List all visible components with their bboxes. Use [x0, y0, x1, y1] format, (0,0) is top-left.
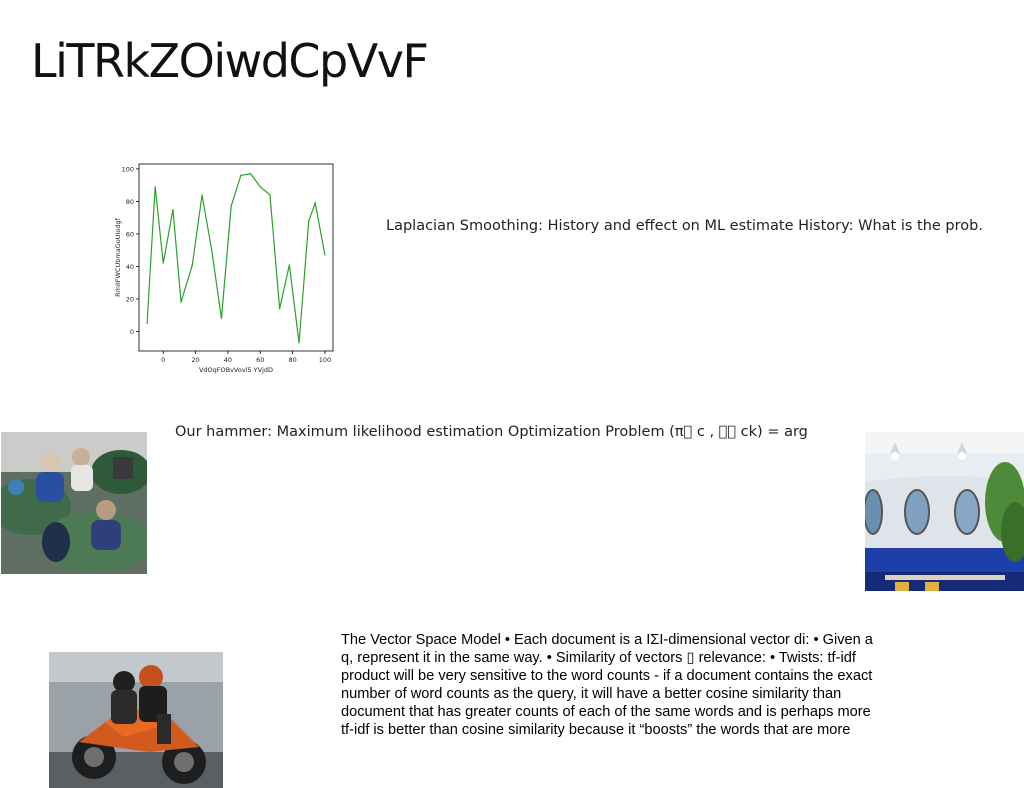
data-point — [231, 206, 232, 207]
x-tick-label: 80 — [288, 356, 297, 364]
paragraph-line: tf-idf is better than cosine similarity because it “boosts” the words that are more — [341, 722, 851, 738]
blue-diner-interior-photo — [865, 432, 1024, 591]
x-tick-label: 20 — [191, 356, 200, 364]
data-point — [172, 209, 173, 210]
data-point — [163, 263, 164, 264]
line-chart — [112, 158, 338, 376]
y-tick-label: 100 — [121, 165, 134, 174]
data-point — [250, 173, 251, 174]
hammer-text: Our hammer: Maximum likelihood estimation Optimization Problem (π  c ,    ck) = arg — [175, 424, 808, 440]
data-point — [260, 186, 261, 187]
y-axis-label: RmIIFWCUbmaGoUIodgf — [114, 218, 122, 297]
x-tick-label: 0 — [161, 356, 166, 364]
data-point — [279, 308, 280, 309]
paragraph-line: number of word counts as the query, it will have a better cosine similarity than — [341, 686, 842, 702]
y-tick-label: 80 — [125, 197, 134, 206]
data-point — [146, 323, 147, 324]
y-tick-label: 0 — [129, 327, 134, 336]
data-point — [221, 318, 222, 319]
data-point — [155, 186, 156, 187]
y-tick-label: 60 — [125, 230, 134, 239]
paragraph-line: The Vector Space Model • Each document is a IΣI-dimensional vector di: • Given a — [341, 632, 873, 648]
vector-space-paragraph — [341, 631, 941, 739]
x-tick-label: 60 — [256, 356, 265, 364]
motorcycle-riders-photo — [49, 652, 223, 788]
paragraph-line: product will be very sensitive to the word counts - if a document contains the exact — [341, 668, 873, 684]
data-point — [269, 194, 270, 195]
paragraph-line: q, represent it in the same way. • Similarity of vectors ▯ relevance: • Twists: tf-idf — [341, 650, 856, 666]
data-point — [289, 264, 290, 265]
people-on-beanbags-photo — [1, 432, 147, 574]
data-point — [315, 202, 316, 203]
series-line — [147, 174, 325, 343]
x-tick-label: 40 — [223, 356, 233, 364]
x-axis-label: VdOqFOBvVovl5 YVjdD — [198, 366, 274, 374]
y-tick-label: 20 — [125, 295, 134, 304]
data-point — [298, 342, 299, 343]
data-point — [240, 175, 241, 176]
x-tick-label: 100 — [318, 356, 332, 364]
laplacian-text: Laplacian Smoothing: History and effect on ML estimate History: What is the prob. — [386, 218, 983, 234]
slide-title: LiTRkZOiwdCpVvF — [31, 34, 428, 88]
data-point — [201, 194, 202, 195]
data-point — [192, 264, 193, 265]
line-chart-svg — [112, 158, 338, 376]
y-tick-label: 40 — [125, 262, 134, 271]
data-point — [180, 302, 181, 303]
data-point — [211, 250, 212, 251]
data-point — [308, 220, 309, 221]
paragraph-line: document that has greater counts of each of the same words and is perhaps more — [341, 704, 871, 720]
data-point — [324, 254, 325, 255]
